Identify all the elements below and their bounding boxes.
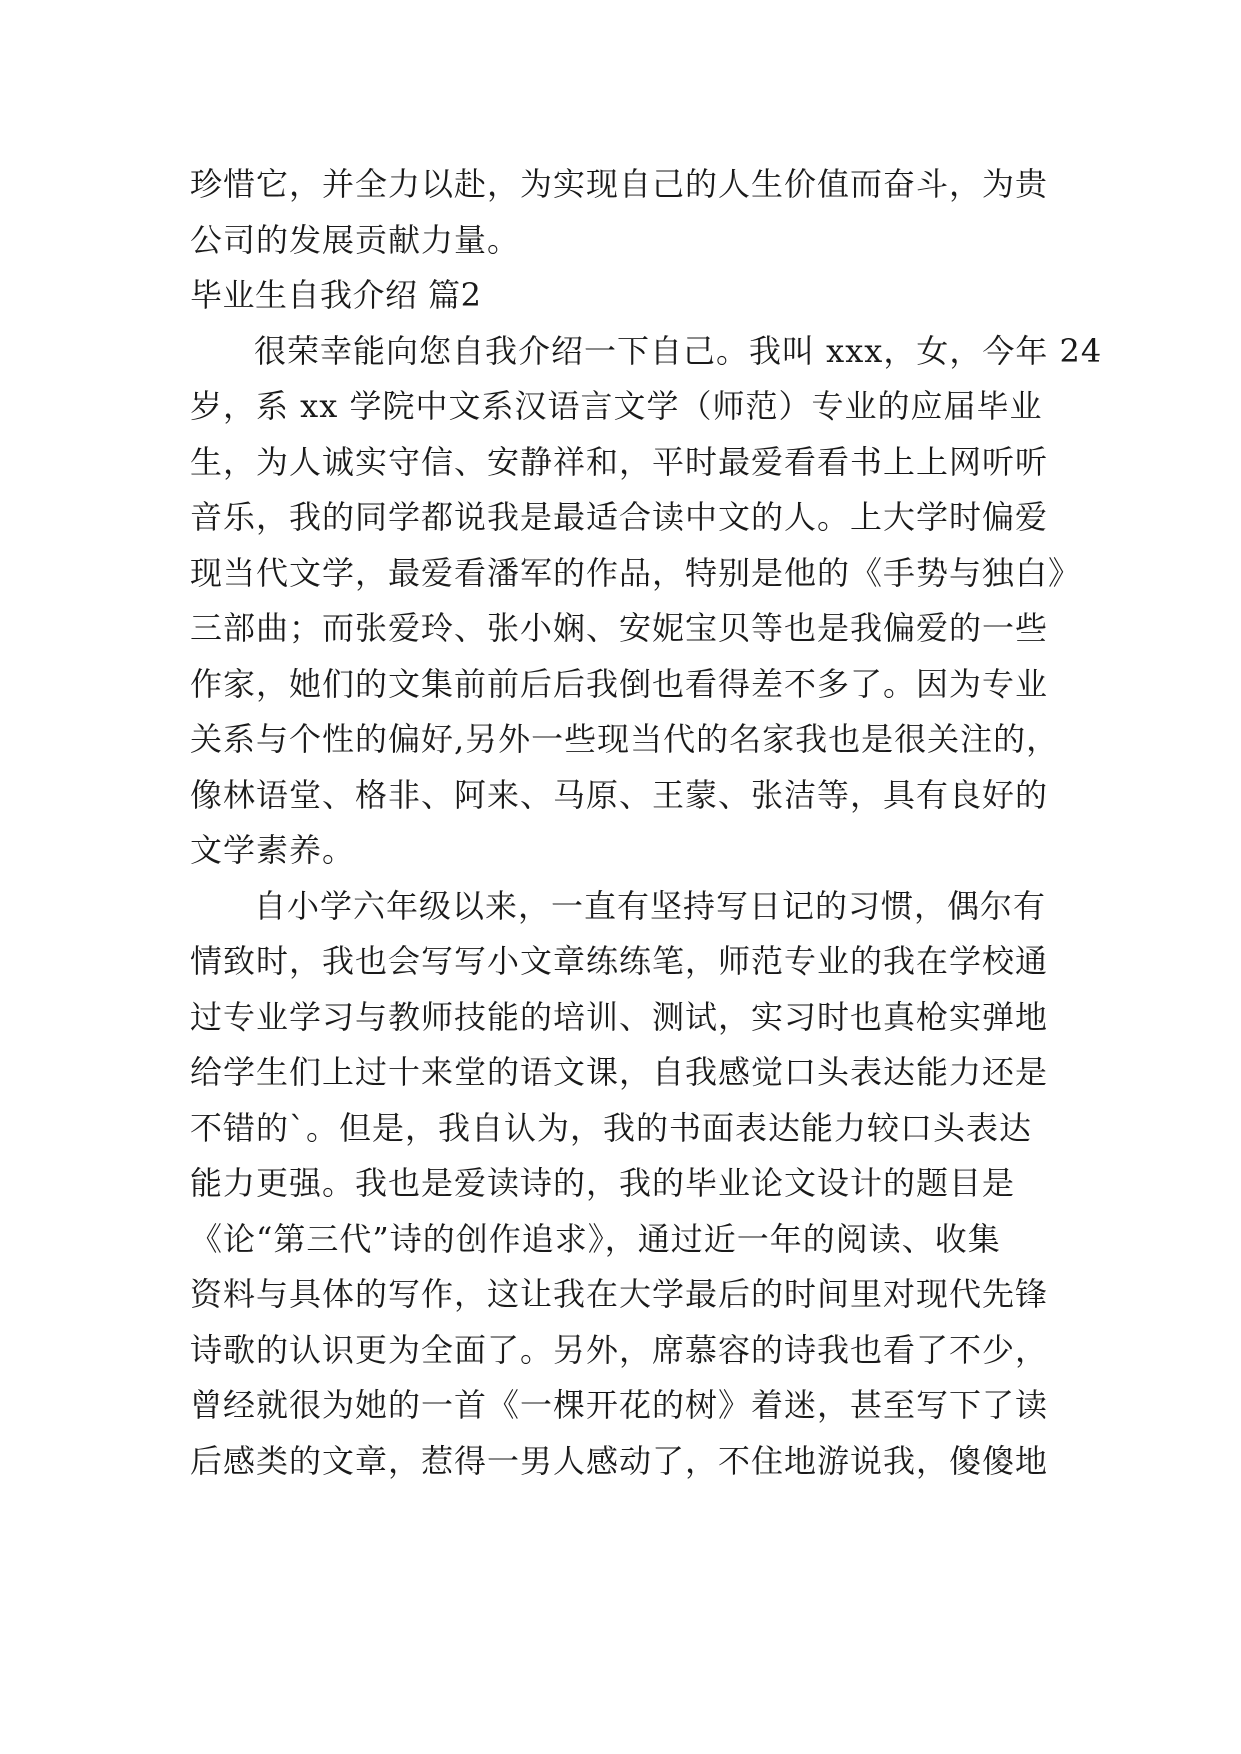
- text-line: 给学生们上过十来堂的语文课，自我感觉口头表达能力还是: [190, 1053, 1049, 1091]
- text-line: 后感类的文章，惹得一男人感动了，不住地游说我，傻傻地: [190, 1441, 1049, 1480]
- document-body: [190, 157, 1103, 1489]
- text-line: 公司的发展贡献力量。: [190, 220, 521, 259]
- text-line: 很荣幸能向您自我介绍一下自己。我叫 xxx，女，今年 24: [254, 331, 1103, 370]
- text-line: 珍惜它，并全力以赴，为实现自己的人生价值而奋斗，为贵: [190, 165, 1049, 203]
- text-line: 生，为人诚实守信、安静祥和，平时最爱看看书上上网听听: [190, 442, 1049, 481]
- text-line: 现当代文学，最爱看潘军的作品，特别是他的《手势与独白》: [190, 553, 1082, 592]
- text-line: 过专业学习与教师技能的培训、测试，实习时也真枪实弹地: [190, 997, 1049, 1036]
- text-line: 资料与具体的写作，这让我在大学最后的时间里对现代先锋: [190, 1275, 1049, 1313]
- text-line: 作家，她们的文集前前后后我倒也看得差不多了。因为专业: [190, 664, 1049, 703]
- text-line: 《论“第三代”诗的创作追求》，通过近一年的阅读、收集: [190, 1219, 1001, 1258]
- section-heading: 毕业生自我介绍 篇2: [190, 276, 482, 314]
- text-line: 像林语堂、格非、阿来、马原、王蒙、张洁等，具有良好的: [190, 775, 1049, 814]
- text-line: 三部曲；而张爱玲、张小娴、安妮宝贝等也是我偏爱的一些: [190, 609, 1049, 647]
- text-line: 不错的`。但是，我自认为，我的书面表达能力较口头表达: [190, 1108, 1033, 1147]
- text-line: 曾经就很为她的一首《一棵开花的树》着迷，甚至写下了读: [190, 1386, 1049, 1424]
- text-line: 诗歌的认识更为全面了。另外，席慕容的诗我也看了不少，: [190, 1330, 1049, 1369]
- text-line: 关系与个性的偏好,另外一些现当代的名家我也是很关注的，: [190, 720, 1060, 758]
- text-line: 音乐，我的同学都说我是最适合读中文的人。上大学时偏爱: [190, 498, 1049, 536]
- text-line: 能力更强。我也是爱读诗的，我的毕业论文设计的题目是: [190, 1164, 1016, 1202]
- text-line: 情致时，我也会写写小文章练练笔，师范专业的我在学校通: [190, 942, 1049, 980]
- text-line: 岁，系 xx 学院中文系汉语言文学（师范）专业的应届毕业: [190, 387, 1043, 425]
- text-line: 文学素养。: [190, 831, 356, 869]
- text-line: 自小学六年级以来，一直有坚持写日记的习惯，偶尔有: [254, 886, 1047, 925]
